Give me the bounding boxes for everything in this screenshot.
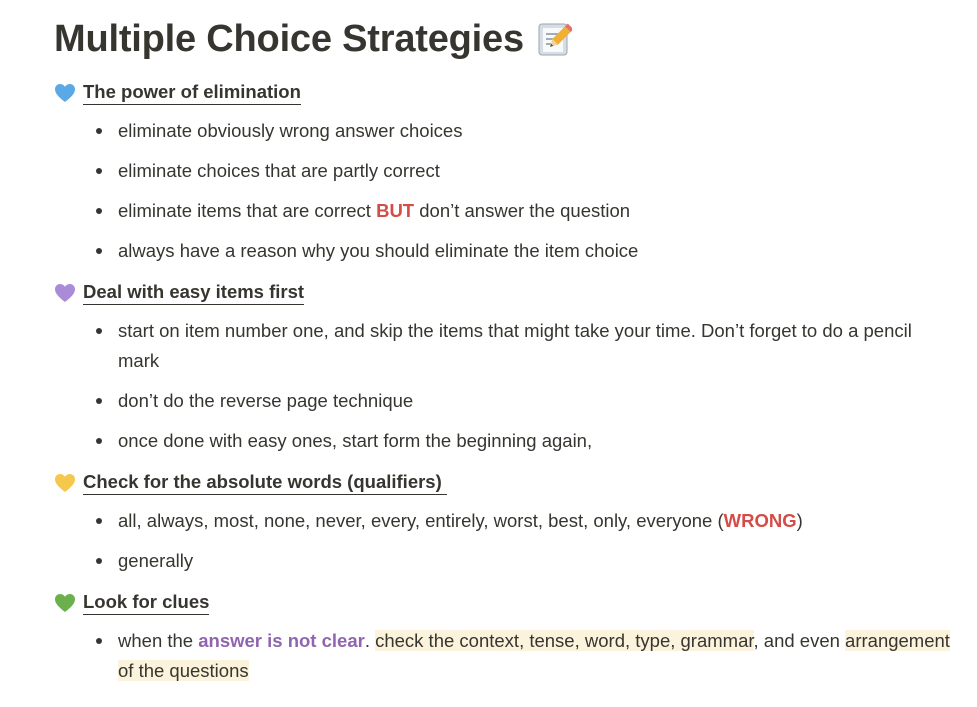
page-title: Multiple Choice Strategies xyxy=(54,17,524,60)
section-heading xyxy=(54,276,954,310)
list-item xyxy=(92,316,954,376)
list-item xyxy=(92,626,954,686)
bullet-list xyxy=(54,506,954,576)
list-item xyxy=(92,506,954,536)
list-item xyxy=(92,196,954,226)
heading-text: Look for clues xyxy=(83,591,209,615)
emphasis-text: WRONG xyxy=(723,510,797,531)
item-text: generally xyxy=(118,550,194,571)
section-heading xyxy=(54,586,954,620)
emphasis-text: BUT xyxy=(376,200,415,221)
section-easy-items xyxy=(54,276,954,456)
item-text: . xyxy=(364,630,376,651)
bullet-list xyxy=(54,116,954,266)
green-heart-icon xyxy=(54,593,76,613)
section-elimination xyxy=(54,76,954,266)
item-text: don’t answer the question xyxy=(414,200,631,221)
blue-heart-icon xyxy=(54,83,76,103)
item-text: eliminate items that are correct xyxy=(118,200,377,221)
heading-text: Deal with easy items first xyxy=(83,281,304,305)
item-text: eliminate choices that are partly correct xyxy=(118,160,440,181)
purple-heart-icon xyxy=(54,283,76,303)
item-text: start on item number one, and skip the items that might take your time. Don’t forget to do a pencil mark xyxy=(118,320,912,371)
heading-text: The power of elimination xyxy=(83,81,301,105)
section-heading xyxy=(54,466,954,500)
heading-text: Check for the absolute words (qualifiers) xyxy=(83,471,447,495)
section-heading xyxy=(54,76,954,110)
title-row xyxy=(54,14,954,64)
list-item xyxy=(92,236,954,266)
section-clues xyxy=(54,586,954,686)
item-text: eliminate obviously wrong answer choices xyxy=(118,120,463,141)
list-item xyxy=(92,546,954,576)
yellow-heart-icon xyxy=(54,473,76,493)
list-item xyxy=(92,426,954,456)
emphasis-text: answer is not clear xyxy=(198,630,365,651)
item-text: when the xyxy=(118,630,199,651)
item-text: ) xyxy=(796,510,803,531)
item-text: always have a reason why you should eliminate the item choice xyxy=(118,240,639,261)
list-item xyxy=(92,386,954,416)
list-item xyxy=(92,116,954,146)
bullet-list xyxy=(54,316,954,456)
list-item xyxy=(92,156,954,186)
item-text: don’t do the reverse page technique xyxy=(118,390,414,411)
highlighted-text: check the context, tense, word, type, grammar xyxy=(375,630,754,651)
bullet-list xyxy=(54,626,954,686)
section-absolute-words xyxy=(54,466,954,576)
page-content xyxy=(54,14,954,696)
item-text: , and even xyxy=(753,630,846,651)
item-text: all, always, most, none, never, every, entirely, worst, best, only, everyone ( xyxy=(118,510,724,531)
highlighted-text: arrangement of the questions xyxy=(118,630,950,681)
item-text: once done with easy ones, start form the beginning again, xyxy=(118,430,593,451)
memo-icon xyxy=(538,21,572,57)
